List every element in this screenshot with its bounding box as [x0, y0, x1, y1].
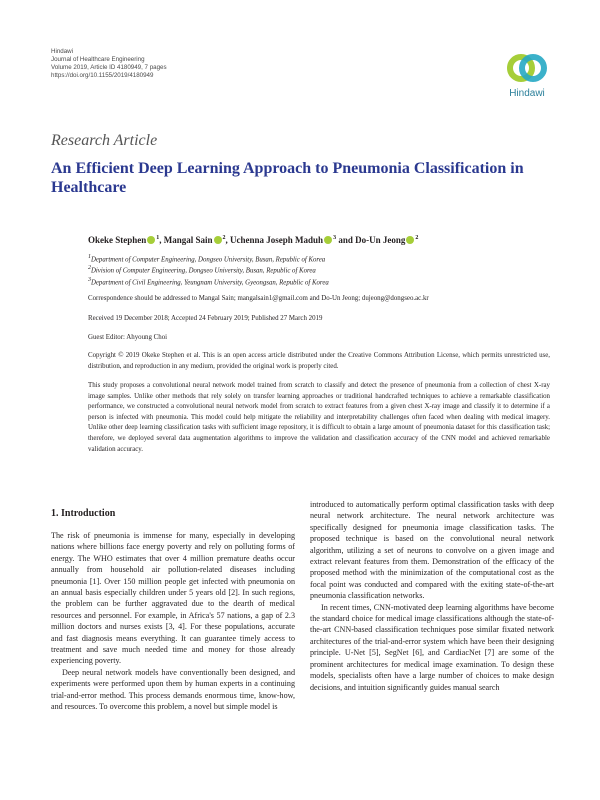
affiliation-text: Department of Civil Engineering, Yeungnam University, Gyeongsan, Republic of Korea — [91, 279, 329, 287]
affiliation-number: 3 — [88, 277, 91, 283]
publication-dates: Received 19 December 2018; Accepted 24 February 2019; Published 27 March 2019 — [88, 315, 323, 322]
author-name[interactable]: Mangal Sain — [163, 235, 213, 245]
volume-line: Volume 2019, Article ID 4180949, 7 pages — [51, 64, 167, 72]
orcid-icon[interactable] — [214, 236, 222, 244]
orcid-icon[interactable] — [324, 236, 332, 244]
author-separator: , — [159, 235, 164, 245]
orcid-icon[interactable] — [147, 236, 155, 244]
article-type: Research Article — [51, 132, 158, 149]
author-affiliation-number: 2 — [222, 235, 226, 241]
author-name[interactable]: Do-Un Jeong — [355, 235, 406, 245]
affiliation — [88, 275, 558, 288]
abstract-text: This study proposes a convolutional neural network model trained from scratch to classify and detect the presence of pneumonia from a collection of chest X-ray image samples. Unlike other methods that rely solely on transfer learning approaches or traditional handcrafted techniques to achieve a remarkable classification performance, we constructed a convolutional neural network model from scratch to extract features from a given chest X-ray image and classify it to determine if a person is infected with pneumonia. This model could help mitigate the reliability and interpretability challenges often faced when dealing with medical imagery. Unlike other deep learning classification tasks with sufficient image repository, it is difficult to obtain a large amount of pneumonia dataset for this classification task; therefore, we deployed several data augmentation algorithms to improve the validation and classification accuracy of the CNN model and achieved remarkable validation accuracy. — [88, 382, 550, 453]
paper-title: An Efficient Deep Learning Approach to Pneumonia Classification in Healthcare — [51, 160, 524, 196]
publisher-name: Hindawi — [51, 48, 74, 55]
section-heading: 1. Introduction — [51, 508, 116, 519]
affiliation-number: 1 — [88, 254, 91, 260]
author-name[interactable]: Uchenna Joseph Maduh — [230, 235, 324, 245]
guest-editor: Guest Editor: Ahyoung Choi — [88, 334, 168, 341]
body-paragraph: In recent times, CNN-motivated deep learning algorithms have become the standard choice for medical image classifications although the state-of-the-art CNN-based classification techniques pose similar fixated network architectures of the trial-and-error system which have been their designing principle. U-Net [5], SegNet [6], and CardiacNet [7] are some of the prominent architectures for medical image examination. To design these models, specialists often have a large number of choices to make design decisions, and intuition significantly guides manual search — [310, 602, 554, 692]
body-paragraph: The risk of pneumonia is immense for many, especially in developing nations where billions face energy poverty and rely on polluting forms of energy. The WHO estimates that over 4 million premature deaths occur annually from household air pollution-related diseases including pneumonia [1]. Over 150 million people get infected with pneumonia on an annual basis especially children under 5 years old [2]. In such regions, the problem can be further aggravated due to the dearth of medical resources and personnel. For example, in Africa's 57 nations, a gap of 2.3 million doctors and nurses exists [3, 4]. For these populations, accurate and fast diagnosis means everything. It can guarantee timely access to treatment and save much needed time and money for those already experiencing poverty. — [51, 531, 295, 666]
author-list — [88, 232, 558, 246]
doi-link[interactable]: https://doi.org/10.1155/2019/4180949 — [51, 72, 154, 80]
author-separator: and — [336, 235, 356, 245]
author-name[interactable]: Okeke Stephen — [88, 235, 147, 245]
author-separator: , — [225, 235, 231, 245]
author-affiliation-number: 3 — [333, 235, 337, 241]
orcid-icon[interactable] — [406, 236, 414, 244]
copyright-notice: Copyright © 2019 Okeke Stephen et al. This is an open access article distributed under the Creative Commons Attribution License, which permits unrestricted use, distribution, and reproduction in any medium, provided the original work is properly cited. — [88, 352, 550, 370]
affiliation-text: Division of Computer Engineering, Dongseo University, Busan, Republic of Korea — [91, 267, 316, 275]
correspondence-line: Correspondence should be addressed to Mangal Sain; mangalsain1@gmail.com and Do-Un Jeong; dujeong@dongseo.ac.kr — [88, 295, 429, 302]
body-paragraph: Deep neural network models have conventionally been designed, and experiments were performed upon them by human experts in a continuing trial-and-error method. This process demands enormous time, know-how, and resources. To overcome this problem, a novel but simple model is — [51, 667, 295, 712]
affiliation-text: Department of Computer Engineering, Dongseo University, Busan, Republic of Korea — [91, 256, 326, 264]
author-affiliation-number: 2 — [415, 235, 419, 241]
body-column-right — [310, 499, 554, 693]
journal-name: Journal of Healthcare Engineering — [51, 56, 145, 64]
body-column-left — [51, 508, 295, 713]
journal-header — [51, 48, 271, 80]
hindawi-logo-text: Hindawi — [509, 88, 545, 99]
author-affiliation-number: 1 — [156, 235, 160, 241]
affiliation-number: 2 — [88, 265, 91, 271]
body-paragraph: introduced to automatically perform optimal classification tasks with deep neural network architecture. The neural network architecture was specifically designed for pneumonia image classification tasks. The proposed technique is based on the convolutional neural network algorithm, utilizing a set of neurons to convolve on a given image and extract relevant features from them. Demonstration of the efficacy of the proposed method with the minimization of the computational cost as the focal point was conducted and compared with the exiting state-of-the-art pneumonia classification networks. — [310, 500, 554, 601]
